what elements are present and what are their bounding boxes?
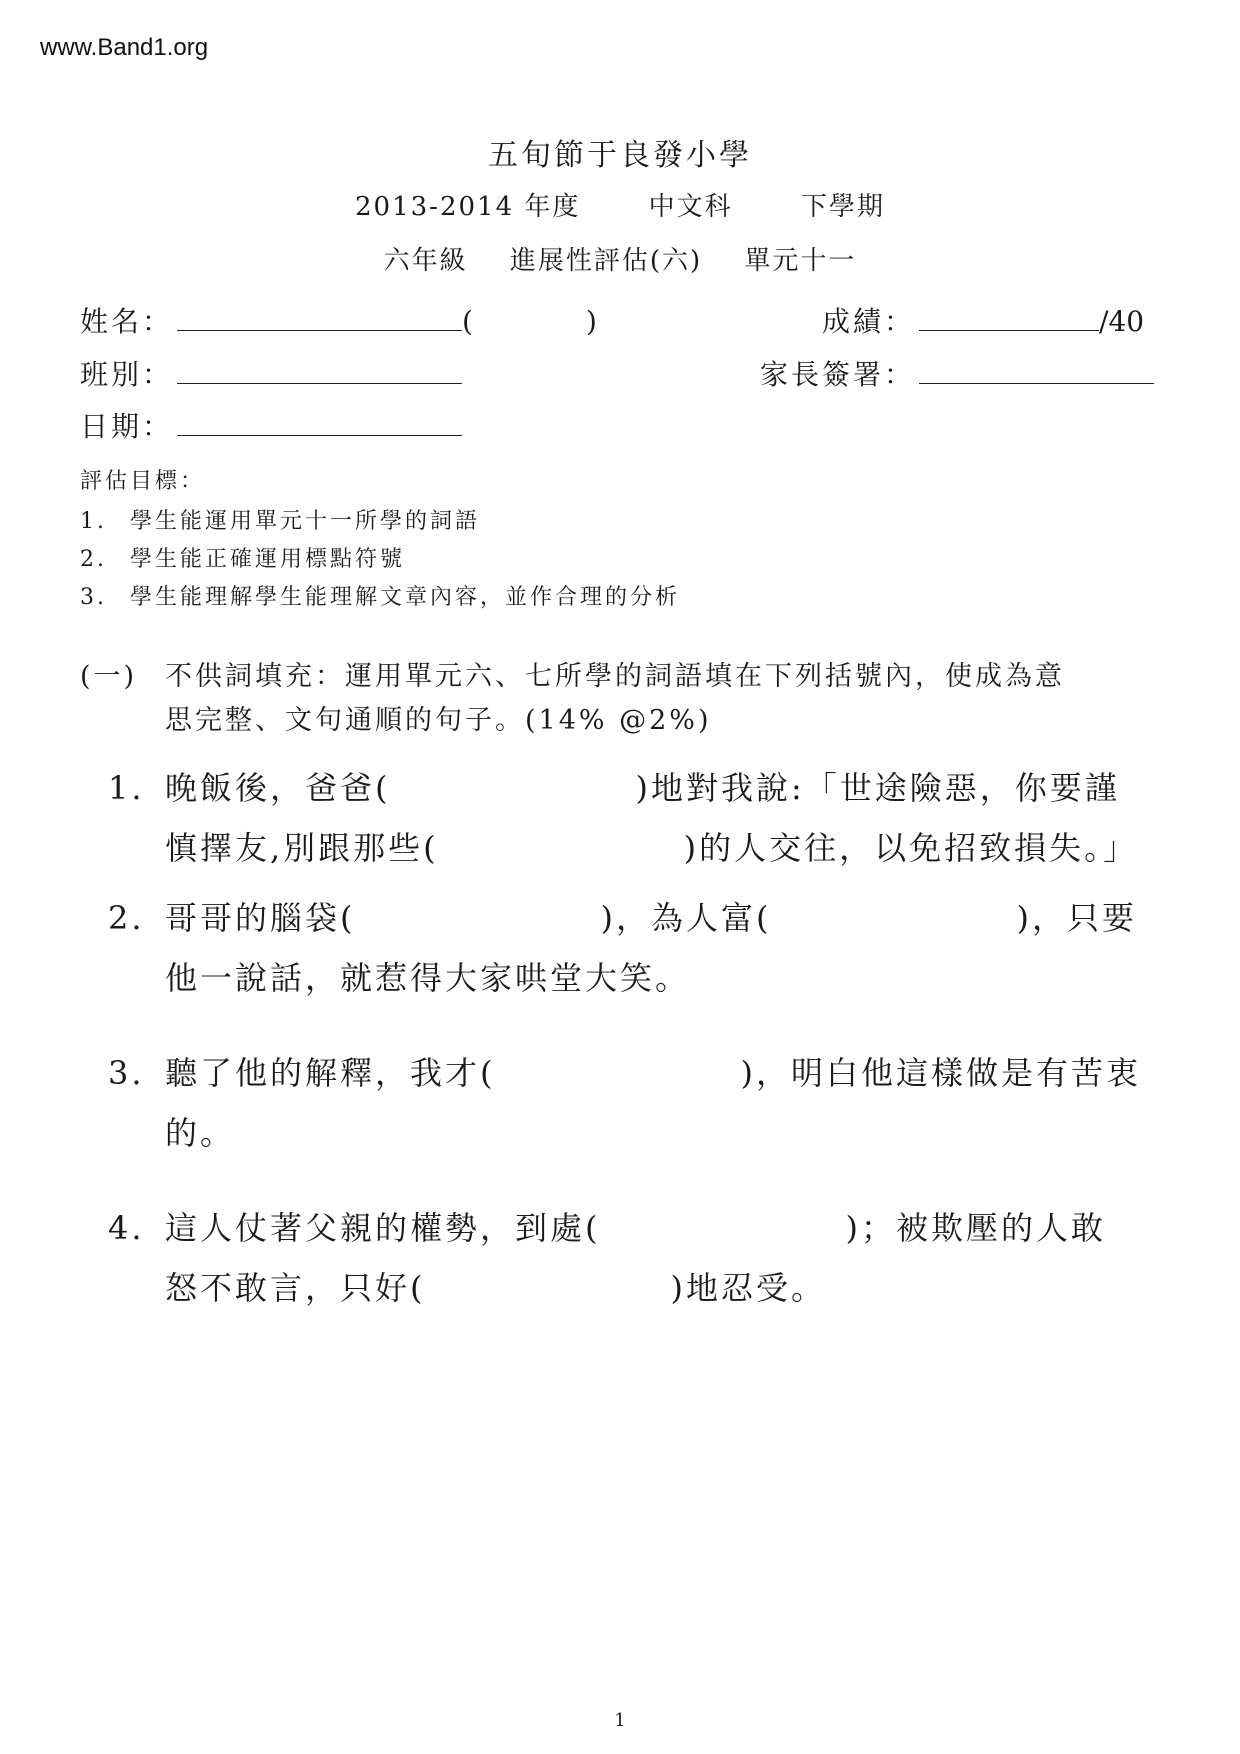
objective-number: 1. [80, 509, 107, 534]
question-number: 1. [108, 769, 145, 807]
name-input-line[interactable] [177, 304, 462, 331]
unit: 單元十一 [744, 246, 857, 276]
section-instructions-line1: 不供詞填充：運用單元六、七所學的詞語填在下列括號內，使成為意 [165, 661, 1065, 692]
question-number: 3. [108, 1054, 145, 1092]
date-label: 日期： [80, 410, 174, 443]
objective-item [80, 542, 405, 573]
question-text-line1: 這人仗著父親的權勢，到處( )；被欺壓的人敢 [165, 1209, 1106, 1247]
term: 下學期 [800, 192, 885, 222]
objective-number: 2. [80, 547, 107, 572]
question-text-line2: 的。 [165, 1114, 236, 1152]
date-input-line[interactable] [177, 409, 462, 436]
term-line [0, 186, 1240, 223]
question-text-line1: 聽了他的解釋，我才( )，明白他這樣做是有苦衷 [165, 1054, 1141, 1092]
watermark: www.Band1.org [40, 34, 209, 61]
class-label: 班別： [80, 358, 174, 391]
school-name: 五旬節于良發小學 [488, 138, 752, 173]
parent-signature-label: 家長簽署： [760, 358, 916, 391]
objective-item [80, 504, 480, 535]
question-text-line1: 哥哥的腦袋( )，為人富( )，只要 [165, 899, 1137, 937]
class-number-paren-open: ( [462, 305, 476, 338]
page-number: 1 [614, 1710, 626, 1731]
parent-signature-field [760, 353, 1154, 393]
objectives-title: 評估目標： [80, 469, 206, 494]
score-field [822, 300, 1144, 340]
parent-signature-line[interactable] [919, 357, 1154, 384]
score-total: /40 [1099, 305, 1145, 338]
objective-number: 3. [80, 585, 107, 610]
subject: 中文科 [648, 192, 733, 222]
question-text-line2: 慎擇友,別跟那些( )的人交往，以免招致損失。」 [165, 829, 1139, 867]
score-label: 成績： [822, 305, 916, 338]
question-text-line1: 晚飯後，爸爸( )地對我說:「世途險惡，你要謹 [165, 769, 1120, 807]
question-number: 2. [108, 899, 145, 937]
objective-text: 學生能正確運用標點符號 [130, 547, 406, 572]
objective-text: 學生能運用單元十一所學的詞語 [130, 509, 481, 534]
class-field [80, 353, 462, 393]
score-input-line[interactable] [919, 304, 1099, 331]
assessment-name: 進展性評估(六) [509, 246, 703, 276]
question-text-line2: 怒不敢言，只好( )地忍受。 [165, 1269, 826, 1307]
school-year: 2013-2014 年度 [355, 192, 581, 222]
name-label: 姓名： [80, 305, 174, 338]
question-number: 4. [108, 1209, 145, 1247]
section-marker: (一) [80, 661, 138, 692]
name-field [80, 300, 600, 340]
objective-item [80, 580, 680, 611]
assessment-title [0, 240, 1240, 277]
section-instructions-line2: 思完整、文句通順的句子。(14% @2%) [165, 705, 712, 736]
class-number-paren-close: ) [585, 305, 600, 338]
grade: 六年級 [383, 246, 468, 276]
objective-text: 學生能理解學生能理解文章內容，並作合理的分析 [130, 585, 681, 610]
date-field [80, 405, 462, 445]
question-text-line2: 他一說話，就惹得大家哄堂大笑。 [165, 959, 691, 997]
class-input-line[interactable] [177, 357, 462, 384]
